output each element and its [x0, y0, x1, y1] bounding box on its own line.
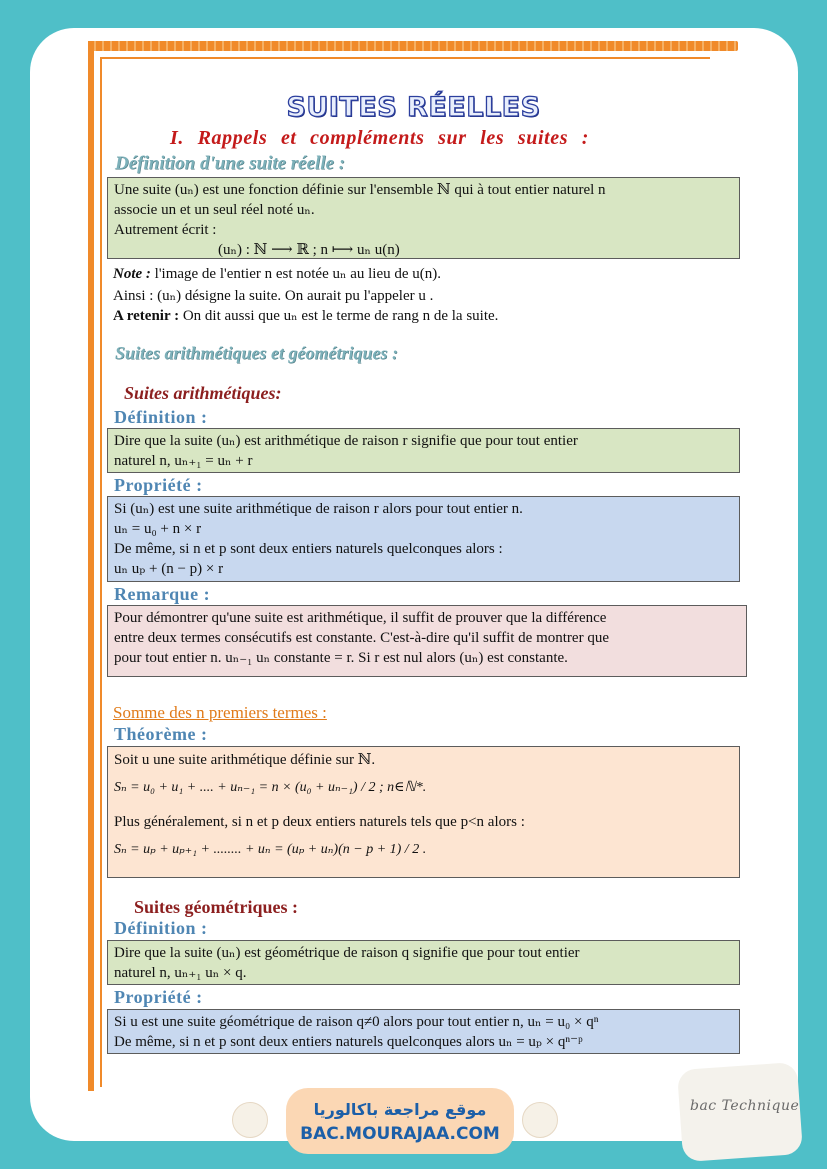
theorem-line-2: Plus généralement, si n et p deux entiers naturels tels que p<n alors : [114, 814, 525, 830]
remark-line-2: entre deux termes consécutifs est constante. C'est-à-dire qu'il suffit de montrer que [114, 630, 609, 646]
remark-line-3: pour tout entier n. uₙ₋₁ uₙ constante = r. Si r est nul alors (uₙ) est constante. [114, 650, 568, 666]
page-frame-inner-top [100, 57, 710, 59]
note-text: l'image de l'entier n est notée uₙ au lieu de u(n). [154, 266, 442, 282]
arith-geo-heading: Suites arithmétiques et géométriques : [115, 343, 399, 363]
geo-prop-line-2: De même, si n et p sont deux entiers naturels quelconques alors uₙ = uₚ × qⁿ⁻ᵖ [114, 1034, 583, 1050]
somme-heading: Somme des n premiers termes : [113, 703, 327, 722]
geo-definition-label: Définition : [114, 918, 208, 938]
theorem-label: Théorème : [114, 724, 208, 744]
bac-technique-label: bac Technique [690, 1098, 800, 1114]
page-title: SUITES RÉELLES [286, 92, 541, 123]
geo-heading: Suites géométriques : [134, 897, 298, 917]
definition-heading: Définition d'une suite réelle : [115, 153, 346, 174]
geo-def-line-1: Dire que la suite (uₙ) est géométrique de raison q signifie que pour tout entier [114, 945, 580, 961]
definition-box [107, 177, 740, 259]
arith-property-box [107, 496, 740, 582]
theorem-formula-1: Sₙ = u₀ + u₁ + .... + uₙ₋₁ = n × (u₀ + uₙ₋₁) / 2 ; n∈ℕ*. [114, 780, 427, 795]
note-label: Note : [113, 266, 151, 282]
arith-prop-line-1: Si (uₙ) est une suite arithmétique de raison r alors pour tout entier n. [114, 501, 523, 517]
definition-line-3: Autrement écrit : [114, 222, 217, 238]
footer-url-link[interactable]: BAC.MOURAJAA.COM [300, 1124, 500, 1144]
chapter-heading: I. Rappels et compléments sur les suites : [170, 127, 589, 149]
page-frame-top [88, 41, 738, 51]
arith-prop-line-4: uₙ uₚ + (n − p) × r [114, 561, 224, 577]
arith-definition-label: Définition : [114, 407, 208, 427]
retenir-text: On dit aussi que uₙ est le terme de rang n de la suite. [182, 308, 499, 324]
theorem-box [107, 746, 740, 878]
arith-def-line-1: Dire que la suite (uₙ) est arithmétique de raison r signifie que pour tout entier [114, 433, 578, 449]
definition-mapping: (uₙ) : ℕ ⟶ ℝ ; n ⟼ uₙ u(n) [218, 242, 400, 258]
arith-def-line-2: naturel n, uₙ₊₁ = uₙ + r [114, 453, 253, 469]
footer-arabic-title[interactable]: موقع مراجعة باكالوريا [313, 1100, 487, 1119]
note-line [113, 264, 441, 283]
site-logo-icon [522, 1102, 558, 1138]
geo-property-box [107, 1009, 740, 1054]
note-ainsi: Ainsi : (uₙ) désigne la suite. On aurait pu l'appeler u . [113, 288, 434, 304]
site-logo-icon [232, 1102, 268, 1138]
theorem-formula-2: Sₙ = uₚ + uₚ₊₁ + ........ + uₙ = (uₚ + uₙ)(n − p + 1) / 2 . [114, 842, 427, 857]
definition-line-2: associe un et un seul réel noté uₙ. [114, 202, 315, 218]
remark-label: Remarque : [114, 584, 211, 604]
geo-definition-box [107, 940, 740, 985]
remark-box [107, 605, 747, 677]
geo-property-label: Propriété : [114, 987, 203, 1007]
footer-banner[interactable] [286, 1088, 514, 1154]
geo-prop-line-1: Si u est une suite géométrique de raison q≠0 alors pour tout entier n, uₙ = u₀ × qⁿ [114, 1014, 599, 1030]
arith-prop-line-3: De même, si n et p sont deux entiers naturels quelconques alors : [114, 541, 503, 557]
retenir-label: A retenir : [113, 308, 180, 324]
theorem-line-1: Soit u une suite arithmétique définie sur ℕ. [114, 752, 376, 768]
page-frame-inner-left [100, 57, 102, 1087]
geo-def-line-2: naturel n, uₙ₊₁ uₙ × q. [114, 965, 247, 981]
note-retenir [113, 306, 498, 325]
arith-property-label: Propriété : [114, 475, 203, 495]
remark-line-1: Pour démontrer qu'une suite est arithmétique, il suffit de prouver que la différence [114, 610, 607, 626]
page-frame-left [88, 41, 94, 1091]
arith-prop-line-2: uₙ = u₀ + n × r [114, 521, 202, 537]
definition-line-1: Une suite (uₙ) est une fonction définie sur l'ensemble ℕ qui à tout entier naturel n [114, 182, 606, 198]
arith-heading: Suites arithmétiques: [124, 383, 282, 403]
arith-definition-box [107, 428, 740, 473]
